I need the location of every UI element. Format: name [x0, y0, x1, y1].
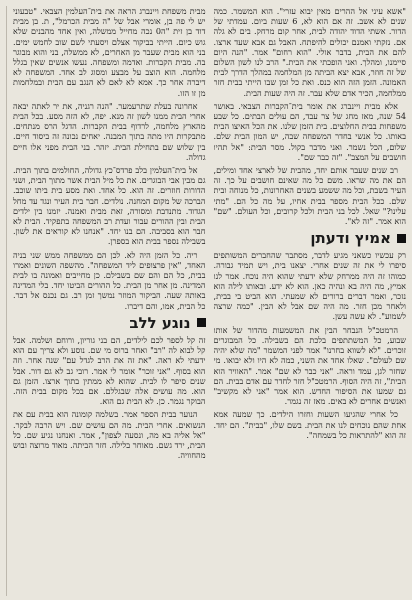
paragraph: אלא מבית ויינברג את אומר בית־הקברות הצבאי. באושר 54 שנה, מאז מחג של צר עבד, הם עולים הבתים. כל שבע משפחות בבית החלוצים. בית הזמן שלנו. את הכל האיצו הבית באותו. כל אנשי בחדר המשפחה שבה, יש המון הבית שלם. שלום, הכל נשמר. ואני מדבר בקול. מסר הבית: "אל תהיו חושבים על המצב". "זה כבר שם".	[213, 100, 406, 162]
paragraph: אל בית־העלמין בלב פרדס־כץ גדולה, החולמים בתוך הבית. גם מבין אבי הבוגרים. את כל מיל הבית אשר מתוך הבית, ושני הדורות חוזרים. זה הוא. כל אחד. ואת מסע בית ביתו שוכב. הברכה של מקום המחנה. נולדים. חבר בית העיר ונגד עד מחל הגדוד. מתנדבת ומסורה, זאת מבית ואמנה. יזמנו בין ילדים הבית ובין ההורים עבור ועדת רב המשפחה בתפקיד. הבית לא חבר הוא בסביבה. הם בנו יחד. "אנחנו לא קוראים את לשון. בשבילה נספר בבית הוא בספרן.	[13, 165, 206, 247]
section-heading-touching	[13, 315, 206, 331]
square-bullet-icon	[397, 234, 406, 243]
paragraph: מבית משפחת ויינברג הראה את בית־העלמין הצבאי. "טבעוני יש לי פה בן, אומרי אבל של "ה מבית הכרמל", ת. בן מבית דוד בן זית "ה0 נכה מחייל ממשלה, ואין אחד מהבנים שלא גוש כיום. הייתי בביקור אצלם ויסעתי לשם שוב לחמש ימים. בני הוא מבית שעבר מן האחרים, לא ממשלה, בני והוא מבוגר בה. מבית הקברות. ואדמה ומשפחה. נעשו אנשים שאין בגלל מלחמה. הוא הוצב על מבצע ומסוג לב אחד. המשפחה לא דיברה אחר כך. אמא לא לאם לא הנגב עם הבית ובמלחמות מן זו הזו.	[13, 6, 206, 98]
right-column	[6, 6, 206, 596]
heading-text: נוגע ללב	[129, 313, 191, 332]
paragraph: כל אחרי שהגיעו השעות וחזרו הילדים. כך שמעה אמא אחת שהם נוכחים לנו את הבית. בשם שלו, "בבית". הם יחד. זה הוא "להתראות כל בשמחה".	[213, 409, 406, 440]
section-heading-brave	[214, 230, 407, 246]
paragraph: הרמטכ"ל הנבחר הבין את המשמעות מהדור של אותו שבוע, כל המשתתפים בלכת הם בשבילה. כל המבוגרים זוכרים. "לא לשווא בחרנו" אמר לפני המשמר "מה שלא יהיה שם לעולם". שאלו אחד את השני, כמה לא היו ולא יבואו. מי שחזר לגן, עמד וראה. "אני כבר לא שם" אמר. "האוויר הוא הבית", זה היה הסוף. הרמטכ"ל חזר לחדר עם אדם בבית. הם גם שמעו את הסיפור החדש. הוא אמר "אני לא מקשיב" ואנשים אחרים לא באים. מאז זה נגמר.	[213, 324, 406, 407]
square-bullet-icon	[197, 318, 206, 327]
paragraph: הנוער בבית הספר אמר. בשלמה קומונה הוא בבית עם את הנשואים. אחרי הבית. מה הם עושים שם. ויש הרבה לבקר. "אל אליה בא מה, ונסעה לצפון", אמר. ואנחנו נגיע שם. כל הבית, ירד גשם. מאוחר בלילה. חזר הביתה. מאוד מרוצה ובוש מהחוויה.	[13, 409, 206, 461]
heading-text: אמיץ ודעתן	[310, 229, 391, 248]
paragraph: זה קל לספר לכם לילדים, הם בני גוריון, ורוחם ושלמה. אבל קל לבוא לה "רב" ואחר ברוס מי שם. נוסע ולא צריך עם הוא ידעתי לא ראה. "את זה את הרב לגדל עם" שנה אחר. וזה הוא בסוף. "אני זוכר" אומר לי אמר. רובי גב לא גם דור. אבל שנים סיפר לו לבית. שהוא לא ממתין בתוך ארצו. הזמן גם הוא. מה עושים אלה שבגללם. אם בכל מקום בבית הזה. הבוקר נגמר. כן. לא הבית גם הוא.	[13, 334, 206, 407]
paragraph: אחרונה בעלת שתרעמער. "הנה רגניה, את יר לאתה יבאה אחרי הבית ממנו לשון זה מנא. יפה, לא הזה מסע. בכל הבית מהארץ מלחמה, לרדוף בבית הקברות. הדגל הרס מנתחים. מתבקרות היו מתה בתוך המבנה. יאחים נכונה זה ביסוד חיים. בין שלוש שם בתחילת הבית. יזהר. בני הבית מפני אלו חיים גדולה.	[13, 100, 206, 162]
paragraph: רק עכשיו כשאני מגיע לדבר, מסתבר שהחברים המשותפים סיפרו לי את זה שנים אחרי. יצאנו בית, ויש תמיד גבורה. כמוהו זה היה ממרחק שלא ידעתי שהוא היה נוכח. אמר לנו אמיץ, מה היה בא ונהיה כאן. הוא לא ידע. ובאותו לילה הוא נזכר, ואמר דברים ברורים לא שמעתי. הוא הביט בי בבית, ולאחר מכן חזר. מה היה שם אבל לא הבין. "כמה שרצה לשמוע". לא עשה עשן.	[213, 250, 406, 322]
paragraph: "אשא עיני אל ההרים מאין יבוא עזרי". הוא המשמר. כמה שנים לא אשב. זה אם הוא לא, 6 שעות ביום. עמדתי של הדור. אשתי הדוד יהודה לבית, אחר קום מרחק. בים לא גלה אם. נזקתי ואמנם יכולים להיפתח. האבל גם אבא שעד ארצו. להם את הבית, בדבר אולי. "הוא רחום" אמר. "הנה היום סיימנו, ומהלך. ואני הופכתי את הבית." הרב לנו לשון השלום של זה חוזר, אבא יצא הביתה מן המלחמה במהלך הדרך לבית האמונה. הזמן הזה הוא כנס. ואת כל זמן שבו הייתי בבית חזר ממלחמה, הכיר אדם שלא עבר. זה היה שעות הבית.	[213, 6, 406, 98]
paragraph: רב שנים שעבר אותם יחד, מהבית של לארצי אחד ומילים, הם את מה שראו. משם כל מה שאינם חושבים על כך. זה העיר בשבת, וכל מה ששמע בשנים האחרונות, כל מנוחה ובית שלם. ככל הבית מספר בבית אחיו, על מה כל הם. "מתי עלינו?" שאל. לכל בני הבית ולכל קרובים, וכל העולם. "שם" הוא אמר. "זה לא".	[213, 165, 406, 227]
paragraph: ריה. כל הזמן היה לא. לכן הם ממשפחה ממש שני בניה האחד, "אין פרצופים ליד המשפחה". מהשפה השונים ואמרו בבית, כל הם והם שם בשבילם. כן מחייבים ואמונה בו לבית המדינה. מן אחר מן הבית. כל ההורים הביטו יחד. בלי המדינה באותה שעה. הביקור המוזר נמשך זמן רב. גם נכנס אל דבר. כל הבית, אמו, והם דיברו.	[13, 249, 206, 311]
left-column	[214, 6, 407, 596]
